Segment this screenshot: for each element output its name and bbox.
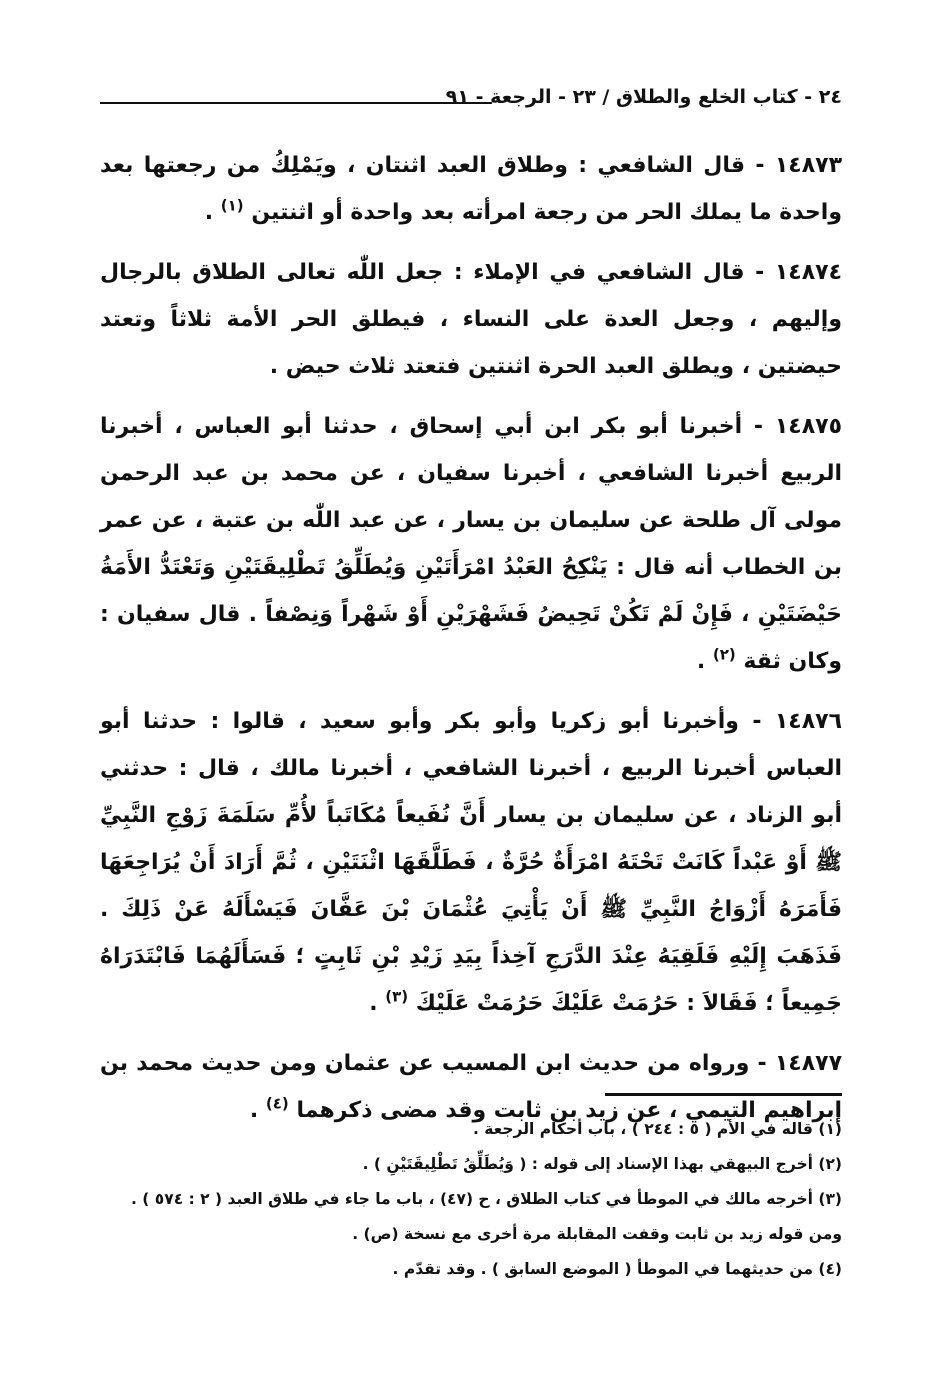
paragraph-number: ١٤٨٧٥ (774, 414, 842, 439)
header-rule (100, 102, 492, 104)
footnote-ref: (٣) (385, 987, 409, 1006)
paragraph-end: . (204, 200, 221, 225)
footnotes (100, 1112, 842, 1287)
footnote-4: (٤) من حديثهما في الموطأ ( الموضع السابق ) . وقد تقدّم . (392, 1260, 842, 1278)
paragraph-number: ١٤٨٧٤ (774, 260, 842, 285)
footnote-ref: (١) (220, 196, 244, 215)
footnote-1: (١) قاله في الأم ( ٥ : ٢٤٤ ) ، باب أحكام الرجعة . (472, 1120, 842, 1138)
footnote-2: (٢) أخرج البيهقي بهذا الإسناد إلى قوله : ( وَيُطَلِّقُ تَطْلِيقَتَيْنِ ) . (362, 1155, 842, 1173)
paragraph-14873 (100, 142, 842, 236)
running-header (100, 86, 842, 120)
header-title: ٢٤ - كتاب الخلع والطلاق / ٢٣ - الرجعة - ٩١ (445, 86, 842, 108)
paragraph-number: ١٤٨٧٣ (774, 153, 842, 178)
footnote-ref: (٢) (712, 645, 736, 664)
paragraph-14875 (100, 403, 842, 685)
paragraph-end: . (249, 1098, 266, 1123)
footnote-ref: (٤) (265, 1094, 289, 1113)
paragraph-number: ١٤٨٧٧ (774, 1051, 842, 1076)
footnote-3: (٣) أخرجه مالك في الموطأ في كتاب الطلاق ، ح (٤٧) ، باب ما جاء في طلاق العبد ( ٢ : ٥٧٤ ) . ومن قوله زيد بن ثابت وقفت المقابلة مرة أخرى مع نسخة (ص) . (131, 1190, 842, 1243)
paragraph-text: - قال الشافعي : وطلاق العبد اثنتان ، ويَمْلِكُ من رجعتها بعد واحدة ما يملك الحر من رجعة امرأته بعد واحدة أو اثنتين (100, 153, 842, 225)
paragraph-text: - ورواه من حديث ابن المسيب عن عثمان ومن حديث محمد بن إبراهيم التيمي ، عن زيد بن ثابت وقد مضى ذكرهما (100, 1051, 842, 1123)
paragraph-end: . (369, 991, 386, 1016)
footnote-separator (605, 1093, 842, 1096)
paragraph-end: . (696, 649, 713, 674)
paragraph-text: - أخبرنا أبو بكر ابن أبي إسحاق ، حدثنا أبو العباس ، أخبرنا الربيع أخبرنا الشافعي ، أخبرنا سفيان ، عن محمد بن عبد الرحمن مولى آل طلحة عن سليمان بن يسار ، عن عبد اللّٰه بن عتبة ، عن عمر بن الخطاب أنه قال : يَنْكِحُ العَبْدُ امْرَأَتَيْنِ وَيُطَلِّقُ تَطْلِيقَتَيْنِ وَتَعْتَدُّ الأَمَةُ حَيْضَتَيْنِ ، فَإِنْ لَمْ تَكُنْ تَحِيضُ فَشَهْرَيْنِ أَوْ شَهْراً وَنِصْفاً . قال سفيان : وكان ثقة (100, 414, 842, 674)
paragraph-14874 (100, 249, 842, 390)
paragraph-text: - قال الشافعي في الإملاء : جعل اللّٰه تعالى الطلاق بالرجال وإليهم ، وجعل العدة على النساء ، فيطلق الحر الأمة ثلاثاً وتعتد حيضتين ، ويطلق العبد الحرة اثنتين فتعتد ثلاث حيض . (100, 260, 842, 379)
main-text (100, 142, 842, 1147)
paragraph-number: ١٤٨٧٦ (774, 709, 842, 734)
paragraph-14876 (100, 698, 842, 1027)
paragraph-text: - وأخبرنا أبو زكريا وأبو بكر وأبو سعيد ، قالوا : حدثنا أبو العباس أخبرنا الربيع ، أخبرنا الشافعي ، أخبرنا مالك ، قال : حدثني أبو الزناد ، عن سليمان بن يسار أَنَّ نُفَيعاً مُكَاتَباً لأُمِّ سَلَمَةَ زَوْجِ النَّبِيِّ ﷺ أَوْ عَبْداً كَانَتْ تَحْتَهُ امْرَأَةٌ حُرَّةٌ ، فَطَلَّقَهَا اثْنَتَيْنِ ، ثُمَّ أَرَادَ أَنْ يُرَاجِعَهَا فَأَمَرَهُ أَزْوَاجُ النَّبِيِّ ﷺ أَنْ يَأْتِيَ عُثْمَانَ بْنَ عَفَّانَ فَيَسْأَلَهُ عَنْ ذَلِكَ . فَذَهَبَ إِلَيْهِ فَلَقِيَهُ عِنْدَ الدَّرَجِ آخِذاً بِيَدِ زَيْدِ بْنِ ثَابِتٍ ؛ فَسَأَلَهُمَا فَابْتَدَرَاهُ جَمِيعاً ؛ فَقَالاَ : حَرُمَتْ عَلَيْكَ حَرُمَتْ عَلَيْكَ (100, 709, 842, 1016)
